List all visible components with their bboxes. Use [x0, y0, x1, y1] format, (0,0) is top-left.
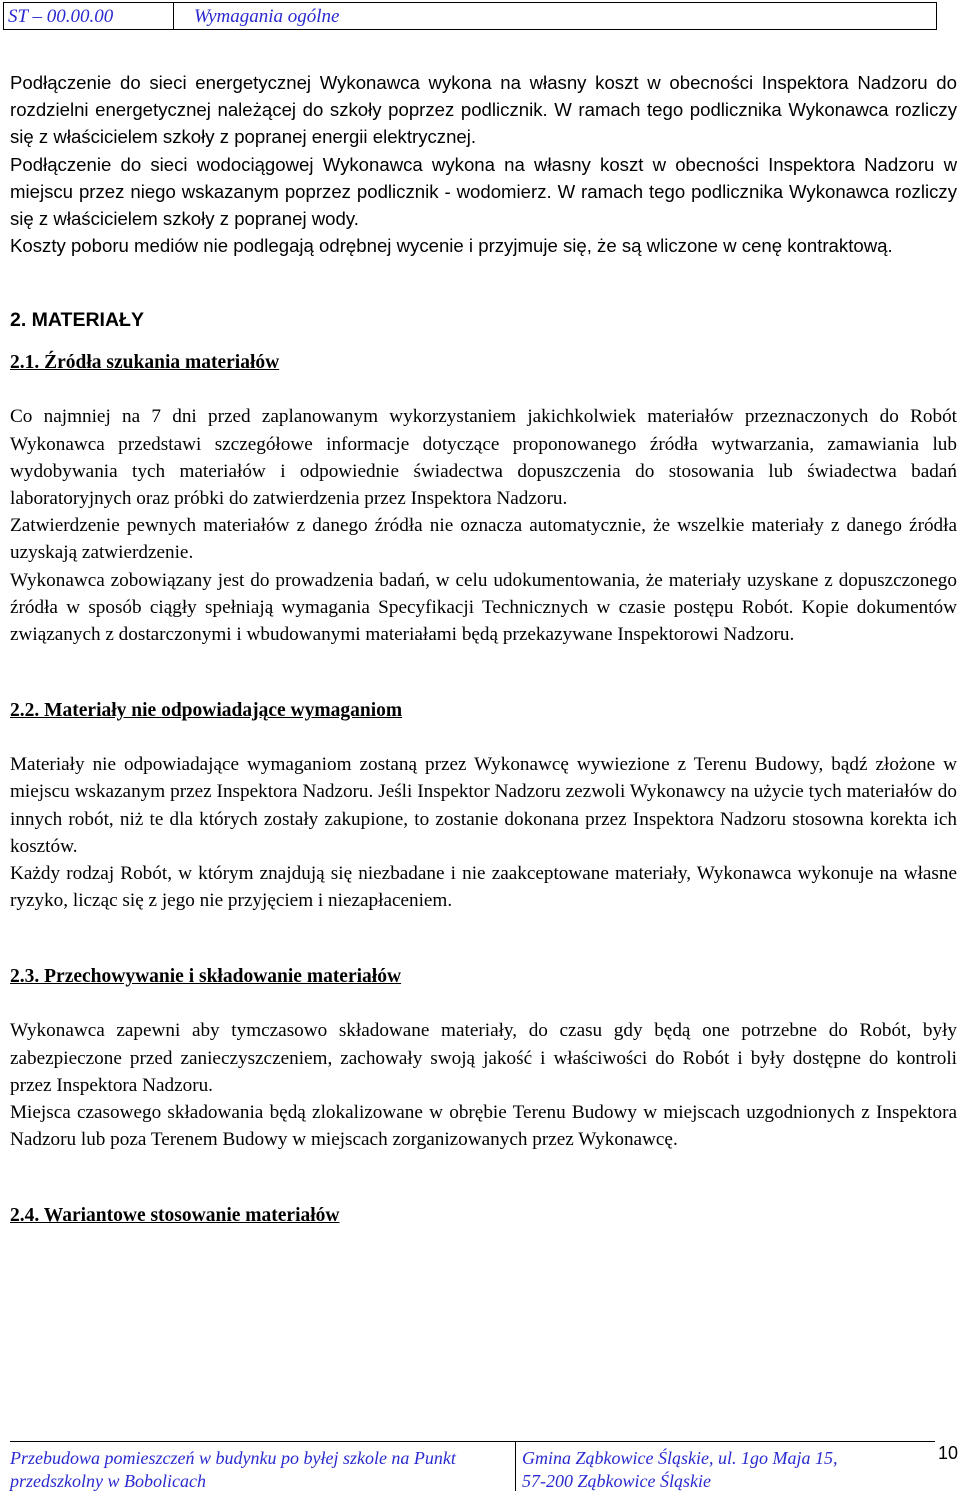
- paragraph-2-3-a: Wykonawca zapewni aby tymczasowo składowane materiały, do czasu gdy będą one potrzebne do Robót, były zabezpieczone przed zanieczyszczeniem, zachowały swoją jakość i właściwości do Robót i były dostępne do kontroli przez Inspektora Nadzoru.: [10, 1020, 957, 1096]
- footer-separator: [10, 1441, 935, 1442]
- paragraph-2-3-b: Miejsca czasowego składowania będą zlokalizowane w obrębie Terenu Budowy w miejscach uzgodnionych z Inspektora Nadzoru lub poza Terenem Budowy w miejscach zorganizowanych przez Wykonawcę.: [10, 1102, 957, 1151]
- page-number: 10: [937, 1443, 958, 1463]
- spec-code: ST – 00.00.00: [8, 6, 114, 27]
- document-body: [10, 69, 957, 1227]
- subsection-title-2-2: 2.2. Materiały nie odpowiadające wymaganiom: [10, 700, 403, 722]
- paragraph-2-1-c: Wykonawca zobowiązany jest do prowadzenia badań, w celu udokumentowania, że materiały uzyskane z dopuszczonego źródła w sposób ciągły spełniają wymagania Specyfikacji Technicznych w czasie postępu Robót. Kopie dokumentów związanych z dostarczonymi i wbudowanymi materiałami będą przekazywane Inspektorowi Nadzoru.: [10, 569, 957, 646]
- paragraph-2-1-b: Zatwierdzenie pewnych materiałów z danego źródła nie oznacza automatycznie, że wszelkie materiały z danego źródła uzyskają zatwierdzenie.: [10, 515, 957, 564]
- header-title: Wymagania ogólne: [194, 6, 340, 27]
- footer-project-line1: Przebudowa pomieszczeń w budynku po byłej szkole na Punkt: [10, 1448, 456, 1468]
- paragraph-2-1-a: Co najmniej na 7 dni przed zaplanowanym wykorzystaniem jakichkolwiek materiałów przeznaczonych do Robót Wykonawca przedstawi szczegółowe informacje dotyczące proponowanego źródła wytwarzania, zamawiania lub wydobywania tych materiałów i odpowiednie świadectwa dopuszczenia do stosowania lub świadectwa badań laboratoryjnych oraz próbki do zatwierdzenia przez Inspektora Nadzoru.: [10, 406, 957, 510]
- paragraph-energy: Podłączenie do sieci energetycznej Wykonawca wykona na własny koszt w obecności Inspektora Nadzoru do rozdzielni energetycznej należącej do szkoły poprzez podlicznik. W ramach tego podlicznika Wykonawca rozliczy się z właścicielem szkoły z popranej energii elektrycznej.: [10, 72, 957, 148]
- footer-address-line1: Gmina Ząbkowice Śląskie, ul. 1go Maja 15,: [522, 1448, 838, 1468]
- subsection-title-2-1: 2.1. Źródła szukania materiałów: [10, 352, 280, 374]
- footer-project: [10, 1447, 510, 1493]
- paragraph-2-2-b: Każdy rodzaj Robót, w którym znajdują się niezbadane i nie zaakceptowane materiały, Wykonawca wykonuje na własne ryzyko, licząc się z jego nie przyjęciem i niezapłaceniem.: [10, 863, 957, 912]
- paragraph-costs: Koszty poboru mediów nie podlegają odrębnej wycenie i przyjmuje się, że są wliczone w cenę kontraktową.: [10, 235, 893, 257]
- footer-address: [522, 1447, 942, 1493]
- section-title-materials: 2. MATERIAŁY: [10, 309, 144, 332]
- subsection-title-2-4: 2.4. Wariantowe stosowanie materiałów: [10, 1205, 340, 1227]
- page-footer: [10, 1441, 958, 1491]
- subsection-title-2-3: 2.3. Przechowywanie i składowanie materiałów: [10, 966, 402, 988]
- footer-address-line2: 57-200 Ząbkowice Śląskie: [522, 1471, 711, 1491]
- header-divider: [173, 3, 174, 29]
- page-header: [3, 2, 937, 30]
- footer-project-line2: przedszkolny w Bobolicach: [10, 1471, 206, 1491]
- paragraph-2-2-a: Materiały nie odpowiadające wymaganiom zostaną przez Wykonawcę wywiezione z Terenu Budowy, bądź złożone w miejscu wskazanym przez Inspektora Nadzoru. Jeśli Inspektor Nadzoru zezwoli Wykonawcy na użycie tych materiałów do innych robót, niż te dla których zostały zakupione, to zostanie dokonana przez Inspektora Nadzoru stosowna korekta ich kosztów.: [10, 754, 957, 857]
- footer-divider: [515, 1441, 516, 1491]
- paragraph-water: Podłączenie do sieci wodociągowej Wykonawca wykona na własny koszt w obecności Inspektora Nadzoru w miejscu przez niego wskazanym poprzez podlicznik - wodomierz. W ramach tego podlicznika Wykonawca rozliczy się z właścicielem szkoły z popranej wody.: [10, 153, 957, 230]
